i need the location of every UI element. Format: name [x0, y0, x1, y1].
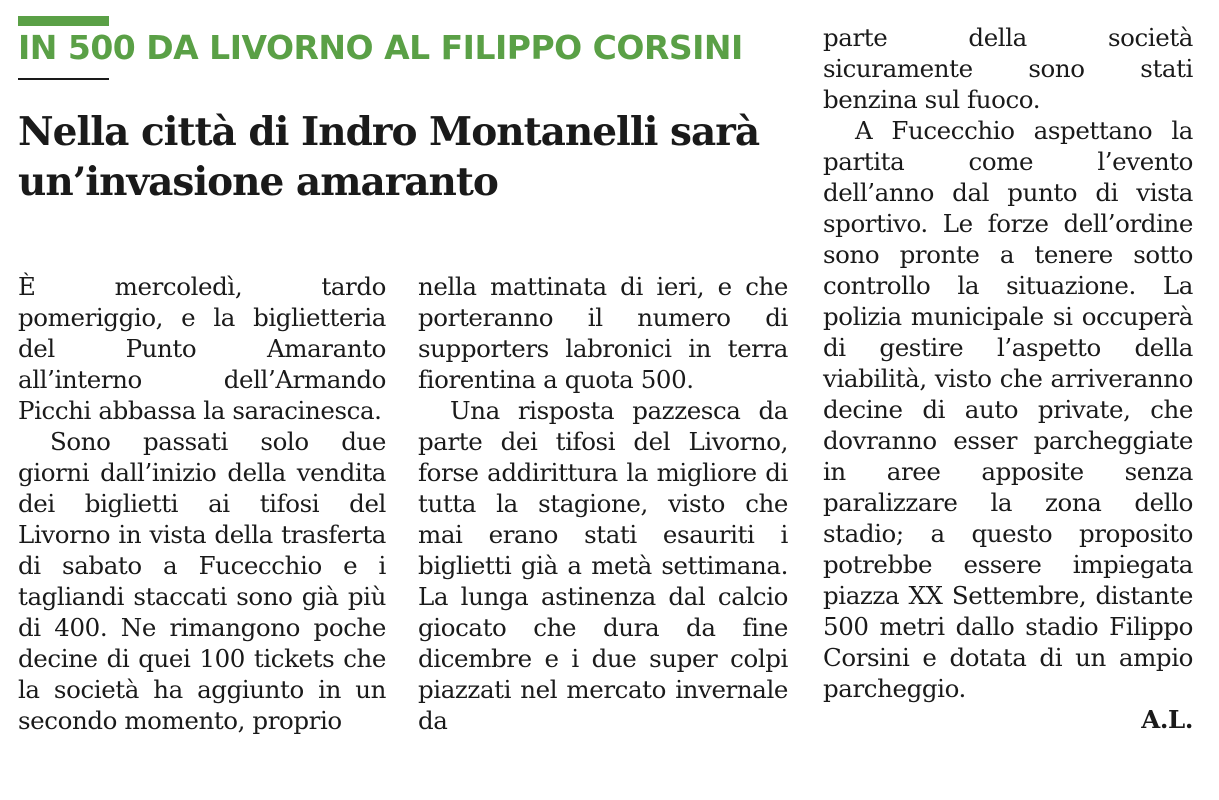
- article-column-2: [418, 271, 788, 736]
- paragraph: Una risposta pazzesca da parte dei tifosi del Livorno, forse addirittura la migliore di tutta la stagione, visto che mai erano stati esauriti i biglietti già a metà settimana. La lunga astinenza dal calcio giocato che dura da fine dicembre e i due super colpi piazzati nel mercato invernale da: [418, 396, 788, 735]
- paragraph: È mercoledì, tardo pomeriggio, e la biglietteria del Punto Amaranto all’interno dell’Armando Picchi abbassa la saracinesca.: [18, 272, 386, 425]
- paragraph: Sono passati solo due giorni dall’inizio della vendita dei biglietti ai tifosi del Livorno in vista della trasferta di sabato a Fucecchio e i tagliandi staccati sono già più di 400. Ne rimangono poche decine di quei 100 tickets che la società ha aggiunto in un secondo momento, proprio: [18, 427, 386, 735]
- kicker-accent-bar: [18, 16, 109, 26]
- kicker-rule: [18, 78, 109, 80]
- paragraph: A Fucecchio aspettano la partita come l’evento dell’anno dal punto di vista sportivo. Le forze dell’ordine sono pronte a tenere sotto controllo la situazione. La polizia municipale si occuperà di gestire l’aspetto della viabilità, visto che arriveranno decine di auto private, che dovranno esser parcheggiate in aree apposite senza paralizzare la zona dello stadio; a questo proposito potrebbe essere impiegata piazza XX Settembre, distante 500 metri dallo stadio Filippo Corsini e dotata di un ampio parcheggio.: [823, 116, 1193, 703]
- headline: Nella città di Indro Montanelli sarà un’invasione amaranto: [18, 109, 760, 205]
- kicker: IN 500 DA LIVORNO AL FILIPPO CORSINI: [18, 28, 743, 67]
- author-signature: A.L.: [1141, 705, 1193, 734]
- article-column-1: [18, 271, 386, 736]
- paragraph: parte della società sicuramente sono stati benzina sul fuoco.: [823, 23, 1193, 114]
- article-column-3: [823, 22, 1193, 735]
- paragraph: nella mattinata di ieri, e che porteranno il numero di supporters labronici in terra fiorentina a quota 500.: [418, 272, 788, 394]
